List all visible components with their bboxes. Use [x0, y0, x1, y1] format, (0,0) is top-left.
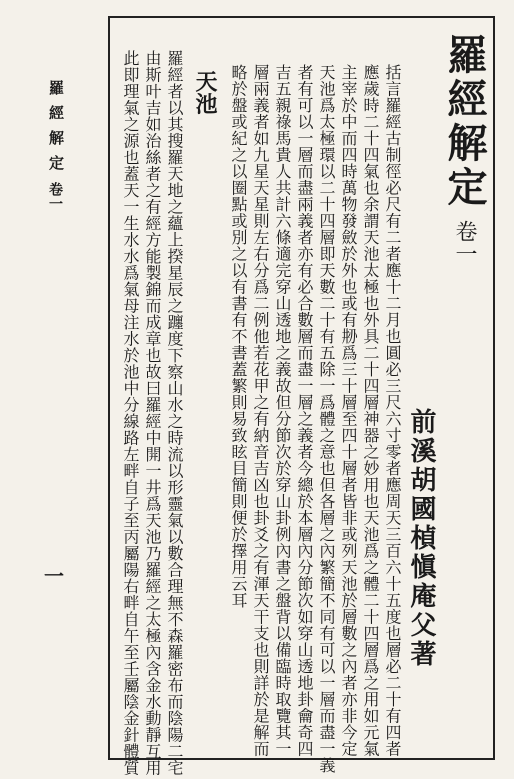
preface-line-7: 層兩義者如九星天星則左右分爲二例他若花甲之有納音吉凶也卦爻之有渾天干支也則詳於是解而: [251, 64, 270, 757]
preface-line-3: 主宰於中而四時萬物發斂於外也或有刱爲三十層至四十層者皆非或列天池於層數之內者亦非今定: [339, 64, 358, 757]
preface-line-4: 天池爲太極環以二十四層即天數二十有五除一爲體之意也但各層之內繁簡不同有可以一層而盡一義: [317, 64, 336, 774]
section-heading: 天池: [192, 70, 218, 115]
title-block: [441, 34, 488, 265]
section-line-3: 此即理氣之源也蓋天一生水水爲氣母注水於池中分線路左畔自子至丙屬陽右畔自午至壬屬陰金針體質: [121, 50, 140, 776]
preface-line-8: 略於盤或紀之以圈點或別之以有書有不書蓋繁則易致眩目簡則便於擇用云耳: [229, 64, 248, 609]
margin-volume-label: 卷一: [47, 182, 63, 211]
preface-line-6: 吉五親祿馬貴人共計六條適完穿山透地之義故但分節次於穿山卦例內書之盤背以備臨時取覽其一: [273, 64, 292, 757]
section-line-1: 羅經者以其搜羅天地之蘊上揆星辰之躔度下察山水之時流以形靈氣以數合理無不森羅密布而陰陽二宅: [165, 50, 184, 776]
author-line: 前溪胡國楨愼庵父著: [406, 408, 436, 669]
volume-label: 卷一: [452, 220, 477, 265]
section-line-2: 由斯叶吉如治絲者之有經方能製錦而成章也故曰羅經中開一井爲天池乃羅經之太極內含金水動靜互用: [143, 50, 162, 776]
right-border-line: [493, 16, 495, 760]
preface-line-2: 應歲時二十四氣也余謂天池太極也外具二十四層神器之妙用也天池爲之體二十四層爲之用如元氣: [361, 64, 380, 757]
preface-line-1: 括言羅經古制徑必尺有二者應十二月也圓必三尺六寸零者應周天三百六十五度也層必二十有四者: [383, 64, 402, 757]
margin-page-mark: 一: [44, 564, 64, 588]
preface-line-5: 者有可以一層而盡兩義者亦有必合數層而盡一層之義者今總於本層內分節次如穿山透地卦龠奇四: [295, 64, 314, 757]
margin-book-title: 羅經解定: [47, 80, 65, 180]
top-border-line: [108, 16, 494, 18]
left-border-line: [108, 16, 110, 760]
page-title: 羅經解定: [441, 34, 488, 210]
